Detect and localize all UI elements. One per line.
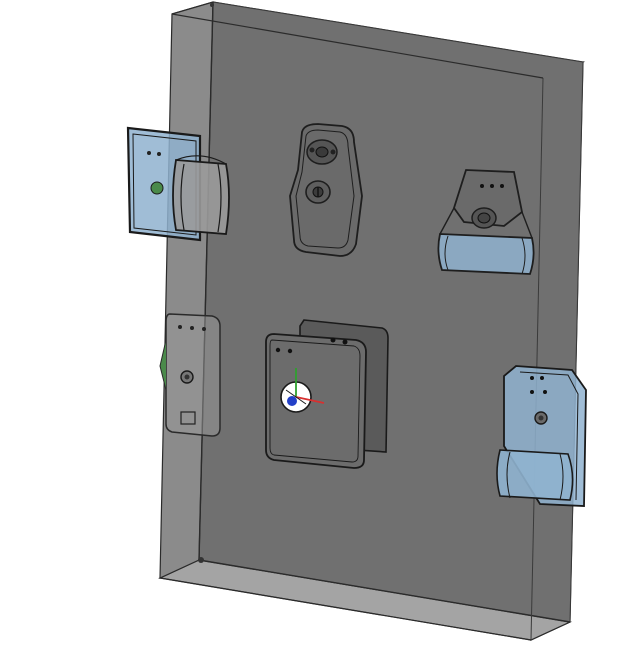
left-mounting-plate[interactable] bbox=[160, 314, 220, 436]
key-lock-cylinder[interactable] bbox=[290, 124, 362, 256]
right-edge-hinge[interactable] bbox=[497, 366, 586, 506]
door-panel[interactable] bbox=[160, 2, 583, 640]
panel-back-face bbox=[199, 2, 583, 622]
triad-z-axis bbox=[287, 396, 297, 406]
